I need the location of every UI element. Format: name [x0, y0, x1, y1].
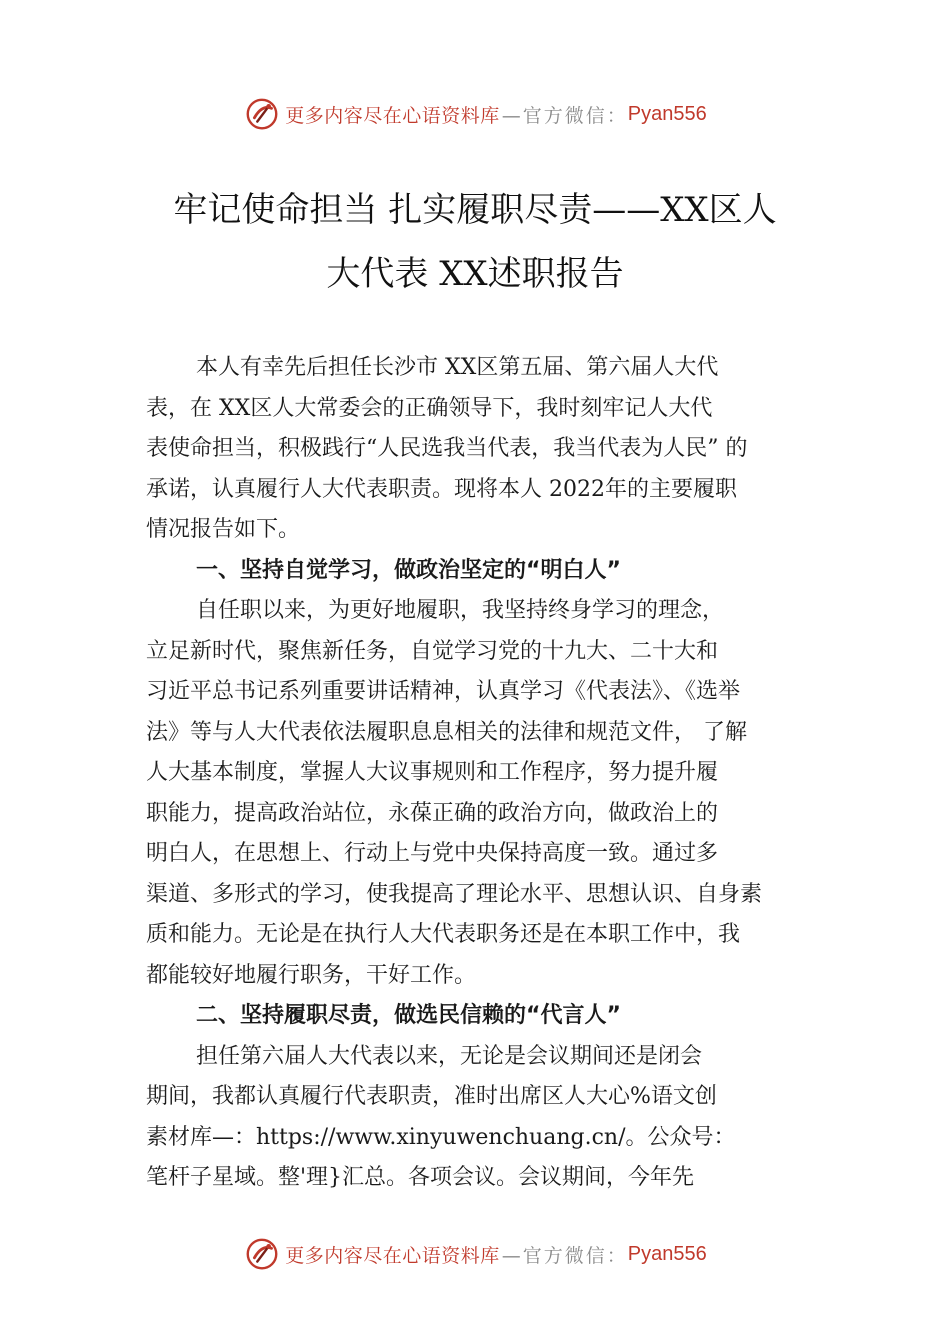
- watermark-wechat-id: Pyan556: [627, 102, 707, 125]
- paragraph-line: 本人有幸先后担任长沙市 XX区第五届、第六届人大代: [196, 355, 719, 380]
- title-line-2: 大代表 XX述职报告: [326, 254, 624, 294]
- paragraph-line: 职能力，提高政治站位，永葆正确的政治方向，做政治上的: [146, 800, 719, 826]
- paragraph-line: 期间，我都认真履行代表职责，准时出席区人大心%语文创: [146, 1084, 717, 1109]
- paragraph-line: 素材库—：https://www.xinyuwenchuang.cn/。公众号：: [146, 1124, 736, 1150]
- watermark-brand-text: 更多内容尽在心语资料库: [285, 104, 500, 127]
- paragraph-line: 法》等与人大代表依法履职息息相关的法律和规范文件， 了解: [146, 719, 747, 745]
- paragraph-line: 人大基本制度，掌握人大议事规则和工作程序，努力提升履: [146, 760, 719, 785]
- paragraph-line: 自任职以来，为更好地履职，我坚持终身学习的理念，: [196, 598, 725, 623]
- watermark-wechat-label: —官方微信：: [501, 1244, 628, 1267]
- watermark-footer: [0, 1232, 950, 1276]
- watermark-wechat-label: —官方微信：: [501, 104, 628, 127]
- section-heading-2: 二、坚持履职尽责，做选民信赖的“代言人”: [196, 1003, 621, 1028]
- brand-logo-icon: [243, 95, 281, 133]
- paragraph-line: 表使命担当，积极践行“人民选我当代表，我当代表为人民” 的: [146, 436, 748, 461]
- paragraph-line: 承诺，认真履行人大代表职责。现将本人 2022年的主要履职: [146, 476, 737, 502]
- document-body: [146, 348, 814, 1199]
- paragraph-line: 笔杆子星域。整'理}汇总。各项会议。会议期间，今年先: [146, 1165, 695, 1190]
- document-title: [120, 178, 830, 306]
- watermark-brand-text: 更多内容尽在心语资料库: [285, 1244, 500, 1267]
- paragraph-line: 担任第六届人大代表以来，无论是会议期间还是闭会: [196, 1043, 703, 1069]
- watermark-header: [0, 92, 950, 136]
- paragraph-line: 立足新时代，聚焦新任务，自觉学习党的十九大、二十大和: [146, 638, 719, 664]
- title-line-1: 牢记使命担当 扎实履职尽责——XX区人: [173, 190, 777, 230]
- paragraph-line: 渠道、多形式的学习，使我提高了理论水平、思想认识、自身素: [146, 881, 763, 907]
- brand-logo-icon: [243, 1235, 281, 1273]
- paragraph-line: 都能较好地履行职务，干好工作。: [146, 962, 477, 988]
- paragraph-line: 情况报告如下。: [146, 517, 301, 542]
- paragraph-line: 质和能力。无论是在执行人大代表职务还是在本职工作中，我: [146, 922, 741, 947]
- paragraph-line: 明白人，在思想上、行动上与党中央保持高度一致。通过多: [146, 841, 719, 866]
- section-heading-1: 一、坚持自觉学习，做政治坚定的“明白人”: [196, 557, 621, 583]
- paragraph-line: 习近平总书记系列重要讲话精神，认真学习《代表法》、《选举: [146, 679, 741, 704]
- paragraph-line: 表，在 XX区人大常委会的正确领导下，我时刻牢记人大代: [146, 395, 713, 421]
- watermark-wechat-id: Pyan556: [627, 1242, 707, 1265]
